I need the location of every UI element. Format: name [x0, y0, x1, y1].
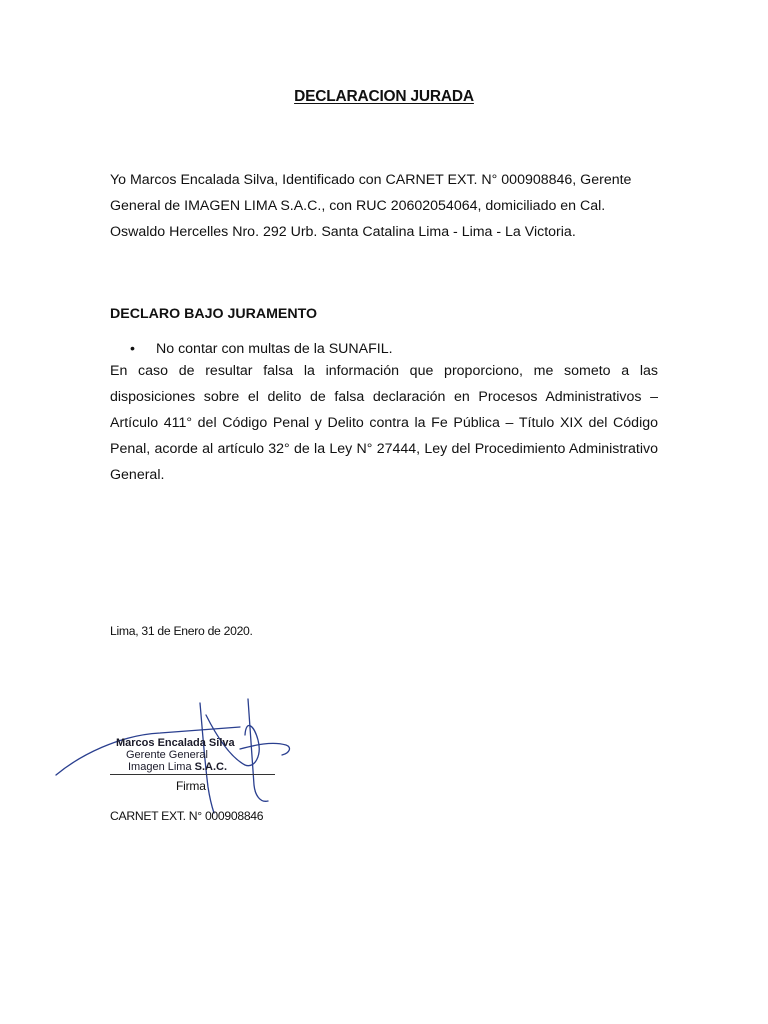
list-item-text: No contar con multas de la SUNAFIL. — [156, 341, 393, 357]
legal-warning-paragraph: En caso de resultar falsa la información que proporciono, me someto a las disposiciones sobre el delito de falsa declaración en Procesos Administrativos – Artículo 411° del Código Penal y Delito contra la Fe Pública – Título XIX del Código Penal, acorde al artículo 32° de la Ley N° 27444, Ley del Procedimiento Administrativo General. — [110, 363, 658, 483]
signature-stroke — [240, 743, 289, 755]
company-stamp — [116, 737, 235, 773]
id-number-line: CARNET EXT. N° 000908846 — [110, 809, 264, 823]
bullet-marker: • — [130, 341, 135, 357]
stamp-company-prefix: Imagen Lima — [128, 761, 195, 773]
intro-paragraph: Yo Marcos Encalada Silva, Identificado con CARNET EXT. N° 000908846, Gerente General de IMAGEN LIMA S.A.C., con RUC 20602054064, domiciliado en Cal. Oswaldo Hercelles Nro. 292 Urb. Santa Catalina Lima - Lima - La Victoria. — [110, 172, 632, 240]
document-title: DECLARACION JURADA — [294, 88, 474, 105]
signature-stroke — [248, 699, 268, 801]
signature-label: Firma — [176, 779, 206, 793]
stamp-company — [116, 761, 235, 773]
place-date: Lima, 31 de Enero de 2020. — [110, 624, 253, 638]
signature-line — [110, 774, 275, 775]
stamp-name: Marcos Encalada Silva — [116, 737, 235, 749]
stamp-role: Gerente General — [126, 749, 208, 761]
stamp-company-suffix: S.A.C. — [194, 761, 228, 773]
declaration-heading: DECLARO BAJO JURAMENTO — [110, 306, 318, 322]
